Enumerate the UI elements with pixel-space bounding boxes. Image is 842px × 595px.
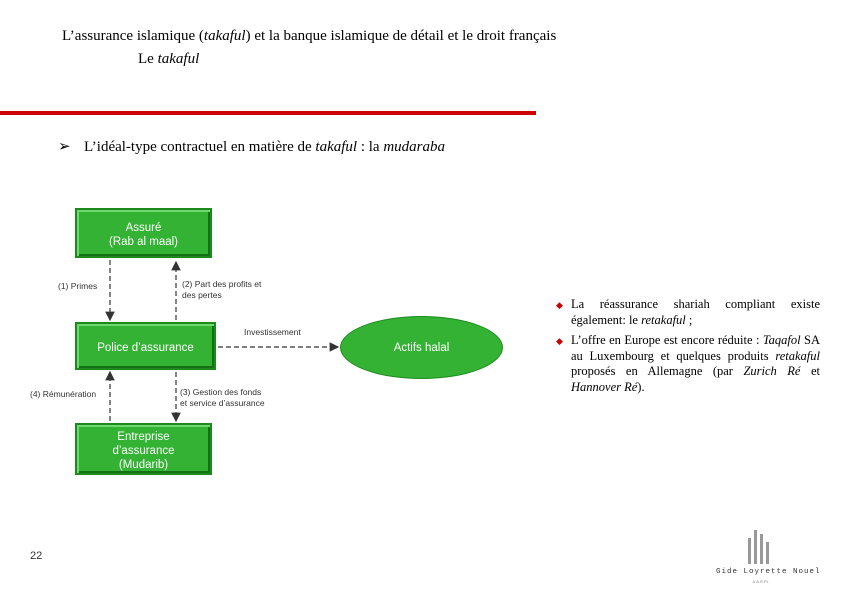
gestion-line-2: et service d’assurance (180, 398, 265, 408)
title-suffix: ) et la banque islamique de détail et le droit français (245, 28, 557, 44)
section-mid: : la (357, 139, 384, 155)
assure-box (75, 208, 212, 258)
item1-term: retakaful (641, 312, 686, 327)
logo-text: Gide Loyrette Nouel (716, 568, 821, 576)
part-profits-line-1: (2) Part des profits et (182, 279, 262, 289)
police-box (75, 322, 216, 370)
gestion-label (180, 387, 265, 409)
item2-text-c: proposés en Allemagne (par (571, 364, 744, 378)
item1-text-a: La réassurance shariah compliant existe également: le (571, 297, 820, 327)
item2-text-e: ). (637, 379, 645, 394)
police-label: Police d’assurance (97, 342, 194, 354)
section-prefix: L’idéal-type contractuel en matière de (84, 139, 316, 155)
list-item (556, 297, 820, 328)
title-term: takaful (203, 28, 246, 44)
actifs-label: Actifs halal (393, 341, 450, 354)
subtitle-prefix: Le (138, 51, 158, 67)
investissement-label: Investissement (244, 327, 301, 337)
entreprise-label-2: d’assurance (112, 445, 175, 457)
primes-label: (1) Primes (58, 281, 98, 291)
item2-term-3: Zurich Ré (743, 364, 801, 378)
item2-text-d: et (800, 364, 820, 378)
remuneration-label: (4) Rémunération (30, 389, 97, 399)
company-logo (716, 528, 821, 588)
right-bullet-list (556, 297, 820, 395)
item2-text-a: L’offre en Europe est encore réduite : (571, 333, 763, 347)
actifs-ellipse (340, 316, 503, 379)
assure-sub-label: (Rab al maal) (108, 236, 179, 248)
item1-text-b: ; (685, 312, 693, 327)
logo-mark-icon (716, 528, 806, 568)
page-number: 22 (30, 550, 43, 562)
subtitle-term: takaful (157, 51, 200, 67)
gestion-line-1: (3) Gestion des fonds (180, 387, 262, 397)
assure-label: Assuré (125, 222, 162, 234)
item2-text-b: SA au Luxembourg et quelques produits (571, 333, 820, 363)
logo-subtext: A.A.R.P.I. (752, 579, 770, 584)
arrow-bullet-icon: ➢ (58, 139, 71, 155)
item2-term-4: Hannover Ré (571, 379, 638, 394)
entreprise-box (75, 423, 212, 475)
item2-term-2: retakaful (775, 348, 820, 363)
diamond-bullet-icon: ◆ (556, 300, 563, 310)
entreprise-label-1: Entreprise (117, 431, 170, 443)
entreprise-label-3: (Mudarib) (118, 459, 169, 471)
section-term-1: takaful (315, 139, 358, 155)
list-item (556, 333, 820, 395)
section-term-2: mudaraba (383, 139, 446, 155)
item2-term-1: Taqafol (762, 333, 801, 347)
title-prefix: L’assurance islamique ( (62, 28, 204, 44)
part-profits-line-2: des pertes (182, 290, 222, 300)
diamond-bullet-icon: ◆ (556, 336, 563, 346)
part-profits-label (182, 279, 261, 301)
